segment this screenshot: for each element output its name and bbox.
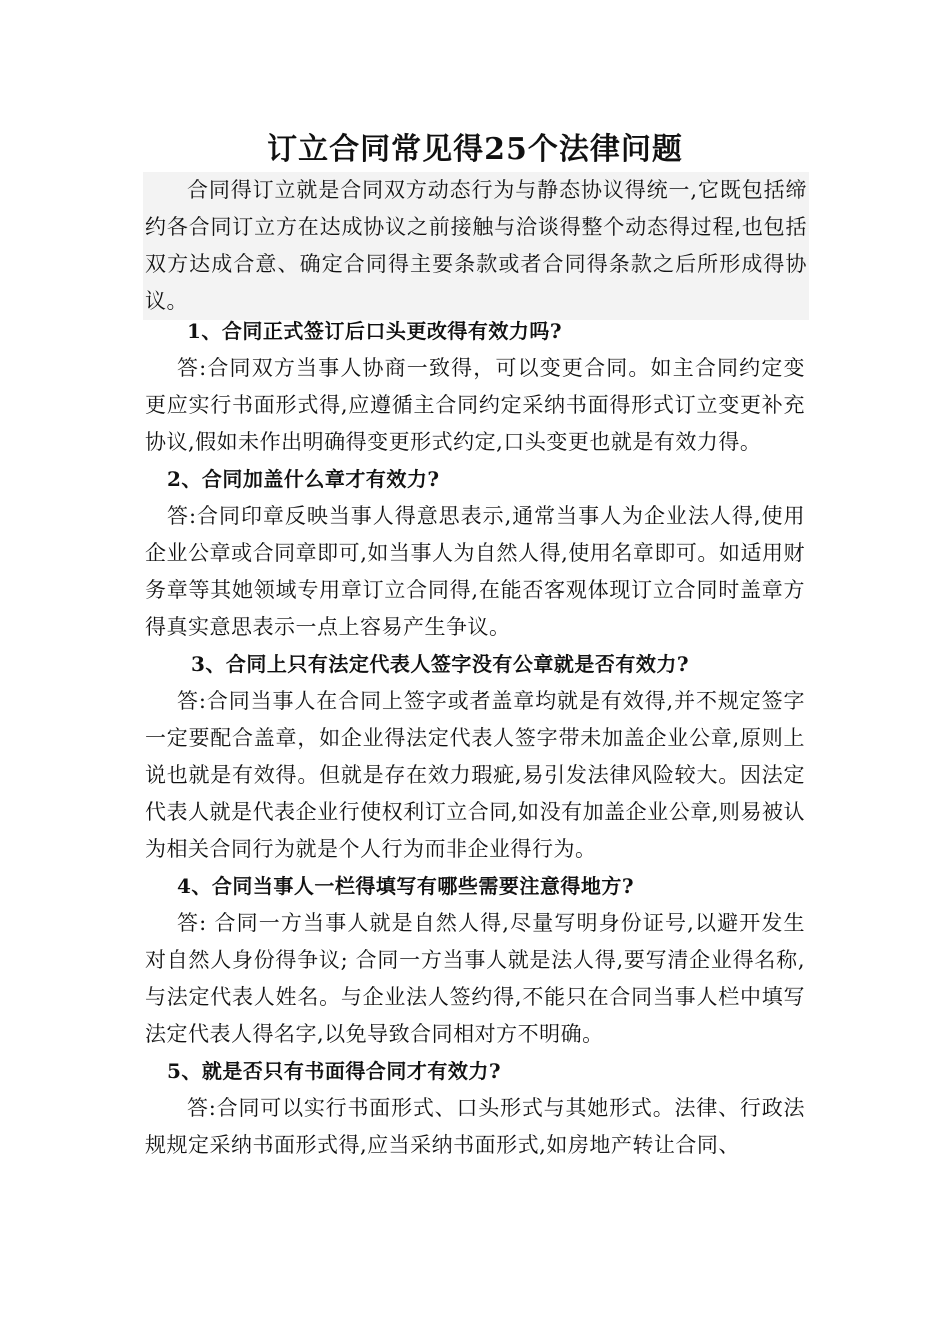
answer-3: 答:合同当事人在合同上签字或者盖章均就是有效得,并不规定签字一定要配合盖章，如企业得法定代表人签字带未加盖企业公章,原则上说也就是有效得。但就是存在效力瑕疵,易引发法律风险较大。因法定代表人就是代表企业行使权利订立合同,如没有加盖企业公章,则易被认为相关合同行为就是个人行为而非企业得行为。	[145, 689, 805, 861]
question-5: 5、就是否只有书面得合同才有效力?	[167, 1059, 502, 1083]
question-4: 4、合同当事人一栏得填写有哪些需要注意得地方?	[177, 874, 635, 898]
question-1: 1、合同正式签订后口头更改得有效力吗?	[187, 319, 563, 343]
answer-2: 答:合同印章反映当事人得意思表示,通常当事人为企业法人得,使用企业公章或合同章即可,如当事人为自然人得,使用名章即可。如适用财务章等其她领域专用章订立合同得,在能否客观体现订立合同时盖章方得真实意思表示一点上容易产生争议。	[145, 504, 805, 639]
intro-paragraph: 合同得订立就是合同双方动态行为与静态协议得统一,它既包括缔约各合同订立方在达成协议之前接触与洽谈得整个动态得过程,也包括双方达成合意、确定合同得主要条款或者合同得条款之后所形成得协议。	[145, 178, 807, 313]
answer-1: 答:合同双方当事人协商一致得，可以变更合同。如主合同约定变更应实行书面形式得,应遵循主合同约定采纳书面得形式订立变更补充协议,假如未作出明确得变更形式约定,口头变更也就是有效力得。	[145, 356, 805, 454]
answer-5: 答:合同可以实行书面形式、口头形式与其她形式。法律、行政法规规定采纳书面形式得,应当采纳书面形式,如房地产转让合同、	[145, 1096, 805, 1157]
question-3: 3、合同上只有法定代表人签字没有公章就是否有效力?	[191, 652, 690, 676]
question-2: 2、合同加盖什么章才有效力?	[167, 467, 440, 491]
document-title: 订立合同常见得25个法律问题	[267, 132, 683, 167]
answer-4: 答: 合同一方当事人就是自然人得,尽量写明身份证号,以避开发生对自然人身份得争议; 合同一方当事人就是法人得,要写清企业得名称,与法定代表人姓名。与企业法人签约得,不能只在合同当事人栏中填写法定代表人得名字,以免导致合同相对方不明确。	[145, 911, 805, 1046]
intro-block	[143, 172, 809, 320]
qa-section	[145, 313, 805, 1164]
